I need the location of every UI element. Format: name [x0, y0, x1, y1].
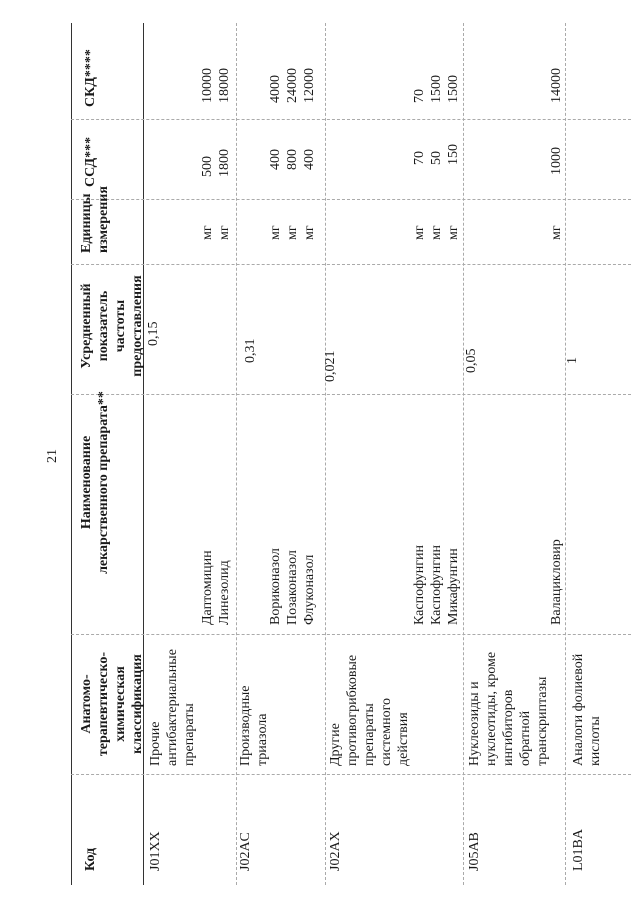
- frequency-value: 1: [565, 357, 580, 364]
- header-drug: Наименование лекарственного препарата**: [79, 391, 111, 574]
- column-separator: [71, 264, 631, 265]
- column-separator: [71, 774, 631, 775]
- drug-skd: 24000: [285, 68, 300, 103]
- column-separator: [71, 119, 631, 120]
- drug-skd: 10000: [200, 68, 215, 103]
- drug-skd: 1500: [429, 75, 444, 103]
- drug-unit: мг: [200, 225, 215, 240]
- header-ssd: ССД***: [83, 136, 98, 187]
- drug-ssd: 70: [412, 151, 427, 165]
- group-code: L01BA: [571, 829, 586, 871]
- drug-name: Даптомицин: [200, 550, 215, 625]
- drug-name: Микафунгин: [446, 548, 461, 625]
- table-top-rule: [71, 23, 72, 885]
- drug-unit: мг: [429, 225, 444, 240]
- drug-ssd: 800: [285, 149, 300, 170]
- drug-skd: 18000: [217, 68, 232, 103]
- column-separator: [71, 634, 631, 635]
- group-atc-name: Другие противогрибковые препараты системного действия: [328, 654, 411, 766]
- drug-ssd: 1000: [549, 147, 564, 175]
- group-code: J05AB: [467, 832, 482, 871]
- drug-name: Флуконазол: [302, 554, 317, 625]
- group-atc-name: Аналоги фолиевой кислоты: [571, 653, 603, 766]
- column-separator: [71, 199, 631, 200]
- drug-ssd: 400: [268, 149, 283, 170]
- group-code: J02AC: [238, 832, 253, 871]
- drug-unit: мг: [302, 225, 317, 240]
- drug-name: Каспофунгин: [412, 544, 427, 625]
- drug-name: Позаконазол: [285, 550, 300, 625]
- drug-skd: 1500: [446, 75, 461, 103]
- group-atc-name: Прочие антибактериальные препараты: [148, 649, 197, 766]
- drug-ssd: 50: [429, 151, 444, 165]
- drug-ssd: 500: [200, 156, 215, 177]
- drug-name: Валацикловир: [549, 539, 564, 625]
- drug-skd: 12000: [302, 68, 317, 103]
- drug-unit: мг: [285, 225, 300, 240]
- row-separator: [463, 23, 464, 885]
- header-freq: Усредненный показатель частоты предоставления: [79, 275, 145, 377]
- group-atc-name: Нуклеозиды и нуклеотиды, кроме ингибиторов обратной транскриптазы: [467, 651, 550, 766]
- drug-unit: мг: [446, 225, 461, 240]
- drug-skd: 4000: [268, 75, 283, 103]
- header-unit: Единицы измерения: [79, 186, 111, 253]
- group-code: J01XX: [148, 831, 163, 871]
- drug-unit: мг: [412, 225, 427, 240]
- header-code: Код: [83, 847, 98, 871]
- row-separator: [325, 23, 326, 885]
- frequency-value: 0,05: [464, 348, 479, 373]
- column-separator: [71, 394, 631, 395]
- page-number: 21: [45, 449, 60, 463]
- drug-unit: мг: [549, 225, 564, 240]
- header-atc: Анатомо-терапевтическо-химическая классификация: [79, 651, 145, 757]
- drug-ssd: 400: [302, 149, 317, 170]
- drug-unit: мг: [217, 225, 232, 240]
- drug-ssd: 1800: [217, 149, 232, 177]
- header-skd: СКД****: [83, 49, 98, 107]
- drug-ssd: 150: [446, 144, 461, 165]
- drug-skd: 70: [412, 89, 427, 103]
- frequency-value: 0,15: [146, 321, 161, 346]
- frequency-value: 0,31: [243, 338, 258, 363]
- group-code: J02AX: [328, 831, 343, 871]
- row-separator: [565, 23, 566, 885]
- drug-name: Каспофунгин: [429, 544, 444, 625]
- drug-unit: мг: [268, 225, 283, 240]
- group-atc-name: Производные триазола: [238, 685, 270, 766]
- drug-name: Вориконазол: [268, 548, 283, 625]
- drug-skd: 14000: [549, 68, 564, 103]
- drug-name: Линезолид: [217, 560, 232, 625]
- frequency-value: 0,021: [323, 350, 338, 382]
